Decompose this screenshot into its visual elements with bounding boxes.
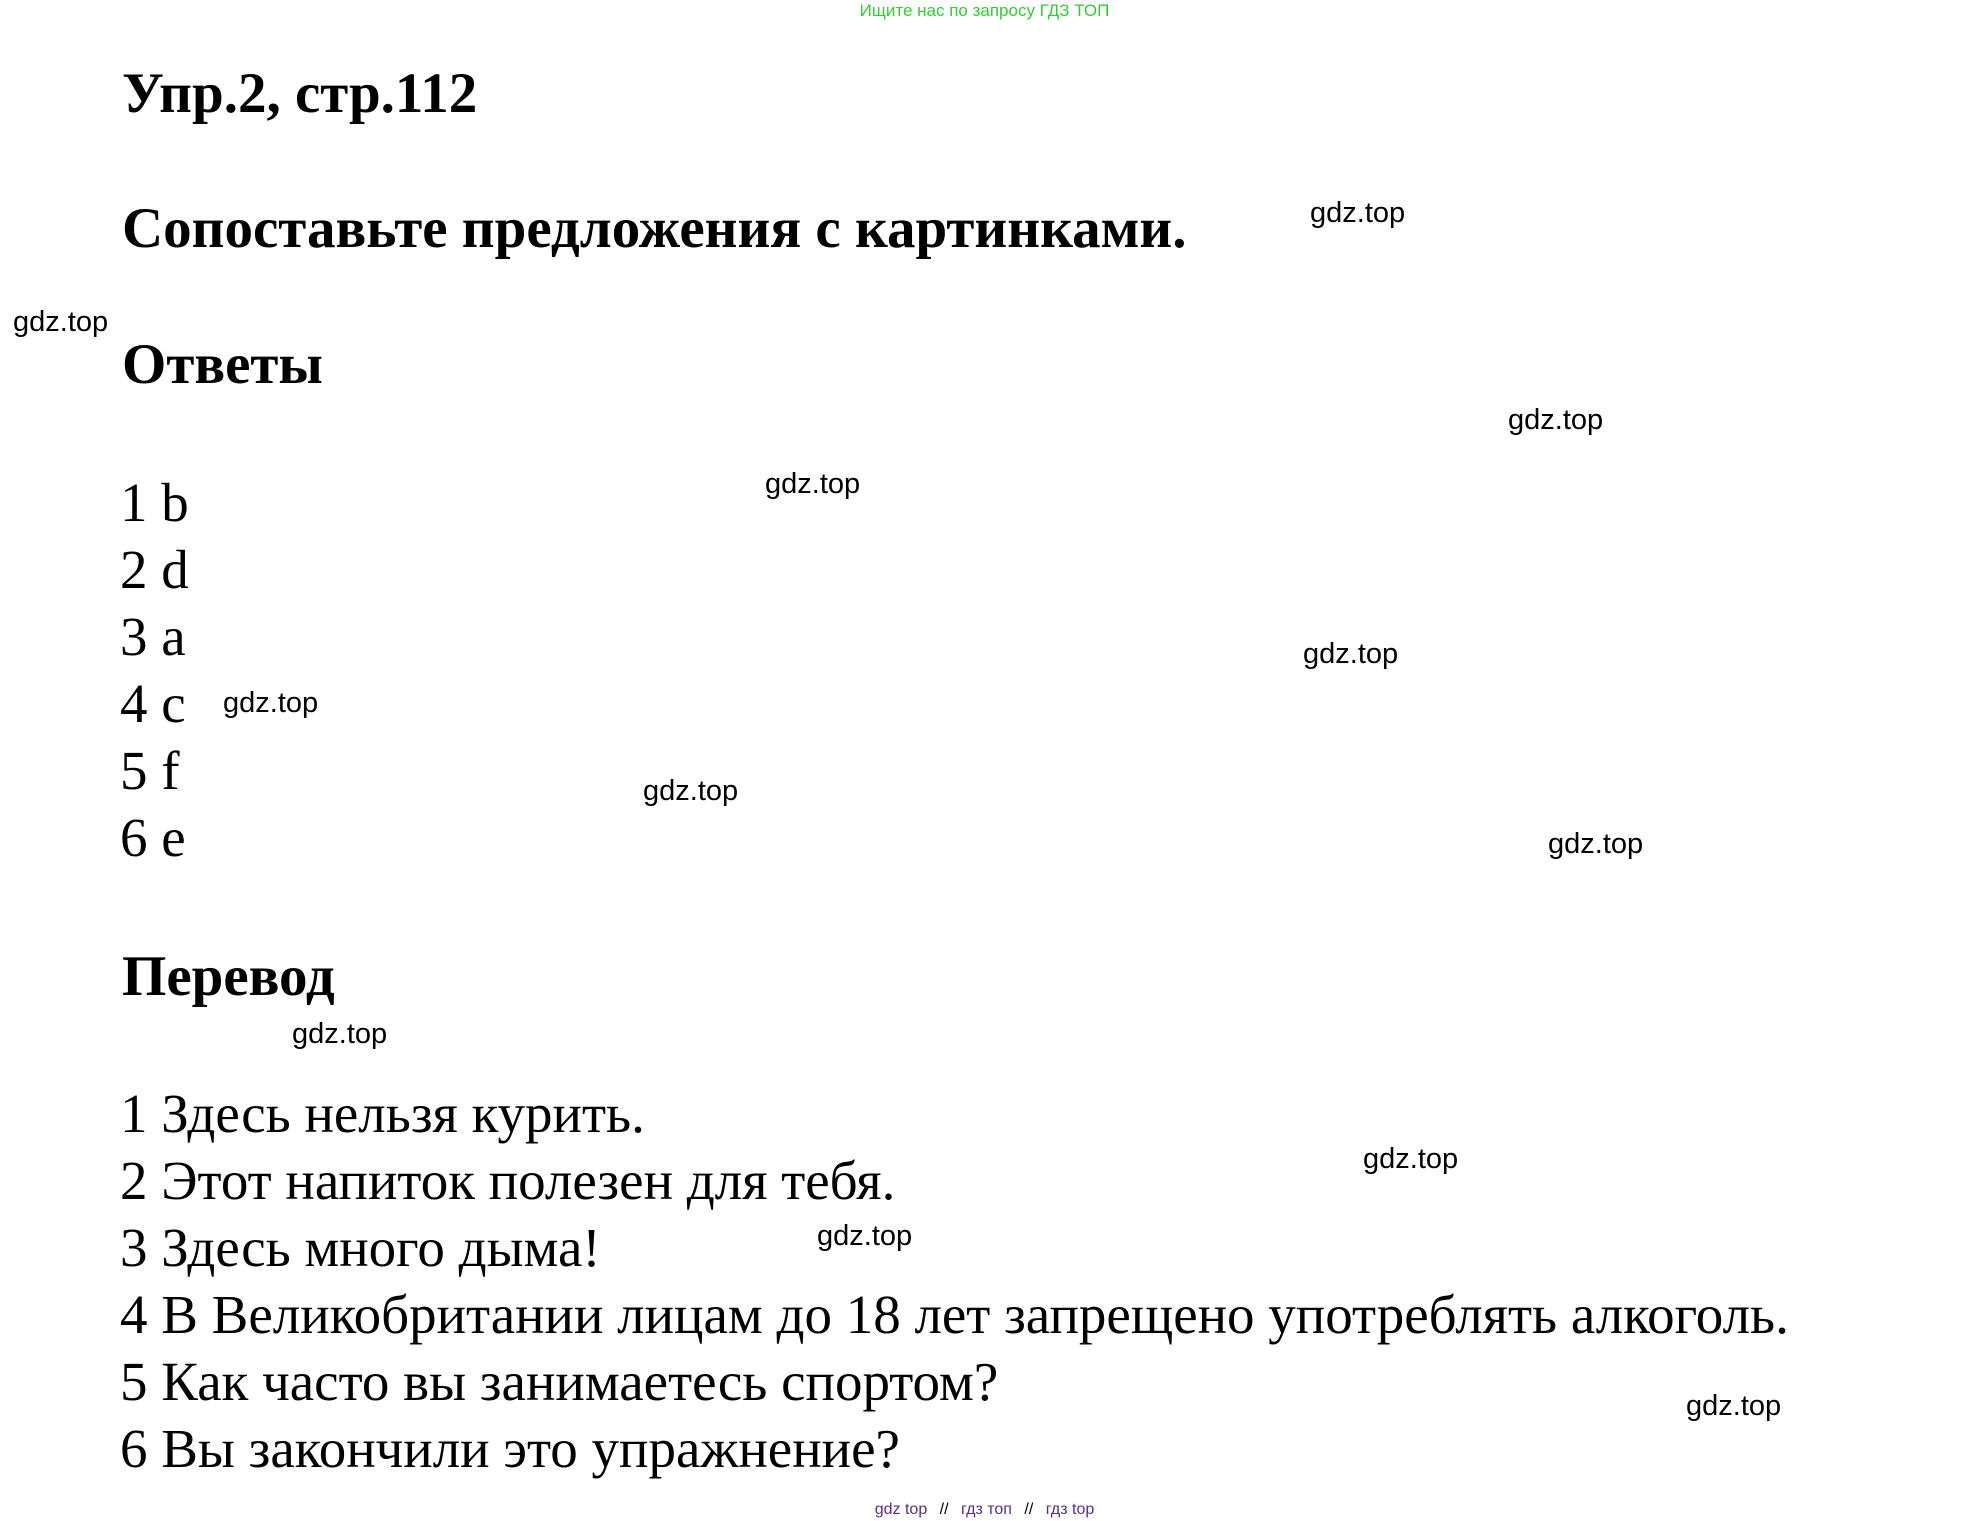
translation-item: 5 Как часто вы занимаетесь спортом? [120, 1351, 999, 1412]
answers-heading: Ответы [122, 333, 323, 396]
watermark: gdz.top [765, 468, 861, 500]
answer-item: 1 b [120, 472, 189, 533]
footer-separator: // [1024, 1501, 1034, 1518]
page-title: Упр.2, стр.112 [122, 62, 478, 125]
translation-item: 4 В Великобритании лицам до 18 лет запрещено употреблять алкоголь. [120, 1284, 1789, 1345]
translation-item: 2 Этот напиток полезен для тебя. [120, 1150, 896, 1211]
translation-list [120, 1080, 1789, 1482]
footer-part: гдз top [1045, 1501, 1095, 1518]
watermark: gdz.top [643, 775, 739, 807]
answer-item: 2 d [120, 539, 189, 600]
translation-item: 6 Вы закончили это упражнение? [120, 1418, 900, 1479]
watermark: gdz.top [1548, 828, 1644, 860]
watermark: gdz.top [1310, 197, 1406, 229]
translation-heading: Перевод [122, 945, 335, 1008]
answer-item: 6 e [120, 807, 186, 868]
answer-item: 5 f [120, 740, 180, 801]
watermark: gdz.top [13, 306, 109, 338]
footer-separator: // [939, 1501, 949, 1518]
watermark: gdz.top [292, 1018, 388, 1050]
watermark: gdz.top [1686, 1390, 1782, 1422]
answer-item: 3 a [120, 606, 186, 667]
task-heading: Сопоставьте предложения с картинками. [122, 197, 1187, 260]
footer-part: gdz top [874, 1501, 928, 1518]
top-banner: Ищите нас по запросу ГДЗ ТОП [859, 1, 1110, 20]
footer [0, 1500, 1969, 1520]
answers-list [120, 469, 189, 871]
answer-item: 4 c [120, 673, 186, 734]
translation-item: 3 Здесь много дыма! [120, 1217, 601, 1278]
footer-part: гдз топ [961, 1501, 1012, 1518]
watermark: gdz.top [1303, 638, 1399, 670]
watermark: gdz.top [223, 687, 319, 719]
watermark: gdz.top [817, 1220, 913, 1252]
watermark: gdz.top [1363, 1143, 1459, 1175]
watermark: gdz.top [1508, 404, 1604, 436]
translation-item: 1 Здесь нельзя курить. [120, 1083, 645, 1144]
